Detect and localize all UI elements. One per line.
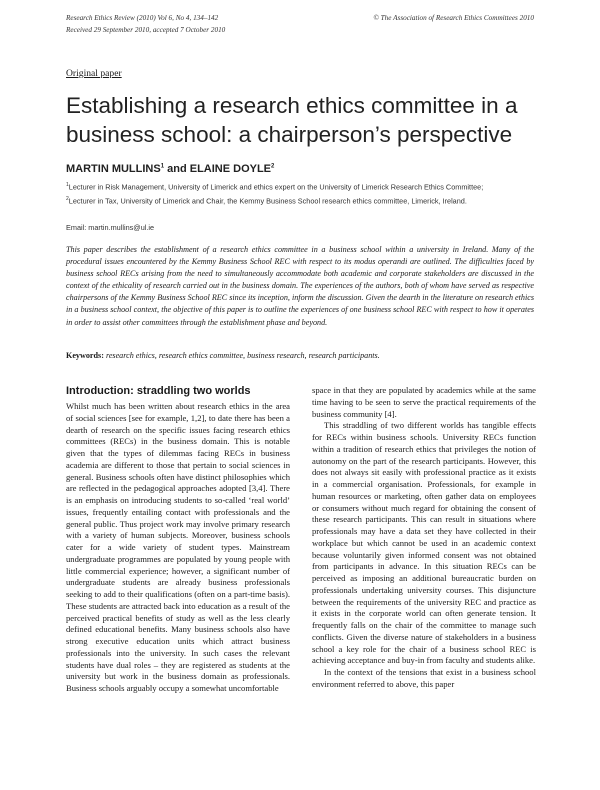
affiliation-marker: 1 xyxy=(66,182,69,188)
received-dates: Received 29 September 2010, accepted 7 October 2010 xyxy=(66,26,226,34)
affiliation-marker: 2 xyxy=(66,196,69,202)
author-name: ELAINE DOYLE xyxy=(189,163,272,175)
keywords-label: Keywords: xyxy=(66,351,104,360)
author-list xyxy=(66,163,274,175)
body-paragraph: In the context of the tensions that exist in a business school environment referred to above, this paper xyxy=(312,667,536,689)
affiliation-line xyxy=(66,182,546,191)
keywords-line xyxy=(66,351,536,360)
paper-title: Establishing a research ethics committee in a business school: a chairperson’s perspective xyxy=(66,93,518,147)
contact-email: Email: martin.mullins@ul.ie xyxy=(66,223,155,232)
body-paragraph: This straddling of two different worlds has tangible effects for RECs within business schools. University RECs function within a tradition of research ethics that privileges the notion of autonomy on the part of the research participants. However, this does not always sit easily with professional practice as it exists in a commercial organisation. Professionals, for example in human resources or marketing, often gather data on employees or consumers without much regard for obtaining the consent of these research participants. This can result in situations where professionals may have a data set they have collected in their workplace but which cannot be used in an academic context because voluntarily given informed consent was not obtained from participants in advance. In this situation RECs can be perceived as imposing an additional bureaucratic burden on professionals undertaking university courses. This disjuncture between the requirements of the university REC and practice as it exists in the corporate world can often generate tension. It frequently falls on the chair of the committee to manage such conflicts. Given the diverse nature of stakeholders in a business school a key role for the chair of a business school REC is achieving acceptance and buy-in from faculty and students alike. xyxy=(312,420,536,666)
affiliation-text: Lecturer in Tax, University of Limerick and Chair, the Kemmy Business School research ethics committee, Limerick, Ireland. xyxy=(68,196,467,206)
keywords-text: research ethics, research ethics committee, business research, research participants. xyxy=(103,351,380,360)
abstract: This paper describes the establishment of a research ethics committee in a business school within a university in Ireland. Many of the procedural issues encountered by the Kemmy Business School REC with respect to its modus operandi are outlined. The difficulties faced by business school RECs arising from the need to simultaneously accommodate both academic and corporate stakeholders are discussed in the context of the ethicality of research carried out in the business domain. The experiences of the authors, both of whom have served as respective chairpersons of the Kemmy Business School REC since its inception, inform the discussion. Given the dearth in the literature on research ethics in a business school context, the objective of this paper is to outline the experiences of one business school REC with respect to how it operates in order to assist other committees through the establishment phase and beyond. xyxy=(66,245,534,327)
affiliation-line xyxy=(66,196,546,205)
copyright-notice: © The Association of Research Ethics Committees 2010 xyxy=(373,14,534,22)
author-name: MARTIN MULLINS xyxy=(66,163,161,175)
author-conjunction: and xyxy=(164,163,190,175)
body-paragraph: Whilst much has been written about research ethics in the area of social sciences [see for example, 1,2], to date there has been a dearth of research on the specific issues facing research ethics committees (RECs) in the business domain. This is notable given that the types of dilemmas facing RECs in business academia are different to those that pertain to social sciences in general. Business schools often have distinct philosophies which are reflected in the pedagogical approaches adopted [3,4]. There is an emphasis on introducing students to so-called ‘real world’ issues, frequently entailing contact with professionals and the general public. Thus project work may involve primary research with a variety of human subjects. Moreover, business schools cater for a wide variety of student types. Mainstream undergraduate programmes are populated by young people with little commercial experience; however, a significant number of undergraduate students are already business professionals seeking to add to their qualifications (often on a part-time basis). These students are attracted back into education as a result of the perceived practical benefits of study as well as the less clearly defined educational benefits. Many business schools also have strong executive education units which attract business professionals into the university. In such cases the relevant students have dual roles – they are registered as students at the university but work in the business domain as professionals. Business schools arguably occupy a somewhat uncomfortable xyxy=(66,401,290,693)
affiliation-marker: 2 xyxy=(271,163,275,170)
journal-citation: Research Ethics Review (2010) Vol 6, No 4, 134–142 xyxy=(66,14,219,22)
affiliation-marker: 1 xyxy=(160,163,165,170)
body-column-right xyxy=(312,385,536,691)
body-column-left xyxy=(66,385,290,695)
section-heading: Introduction: straddling two worlds xyxy=(66,385,251,397)
body-paragraph: space in that they are populated by academics while at the same time having to be seen to serve the practical requirements of the business community [4]. xyxy=(312,385,536,419)
affiliation-text: Lecturer in Risk Management, University of Limerick and ethics expert on the University of Limerick Research Ethics Committee; xyxy=(68,182,484,192)
article-type: Original paper xyxy=(66,68,122,79)
